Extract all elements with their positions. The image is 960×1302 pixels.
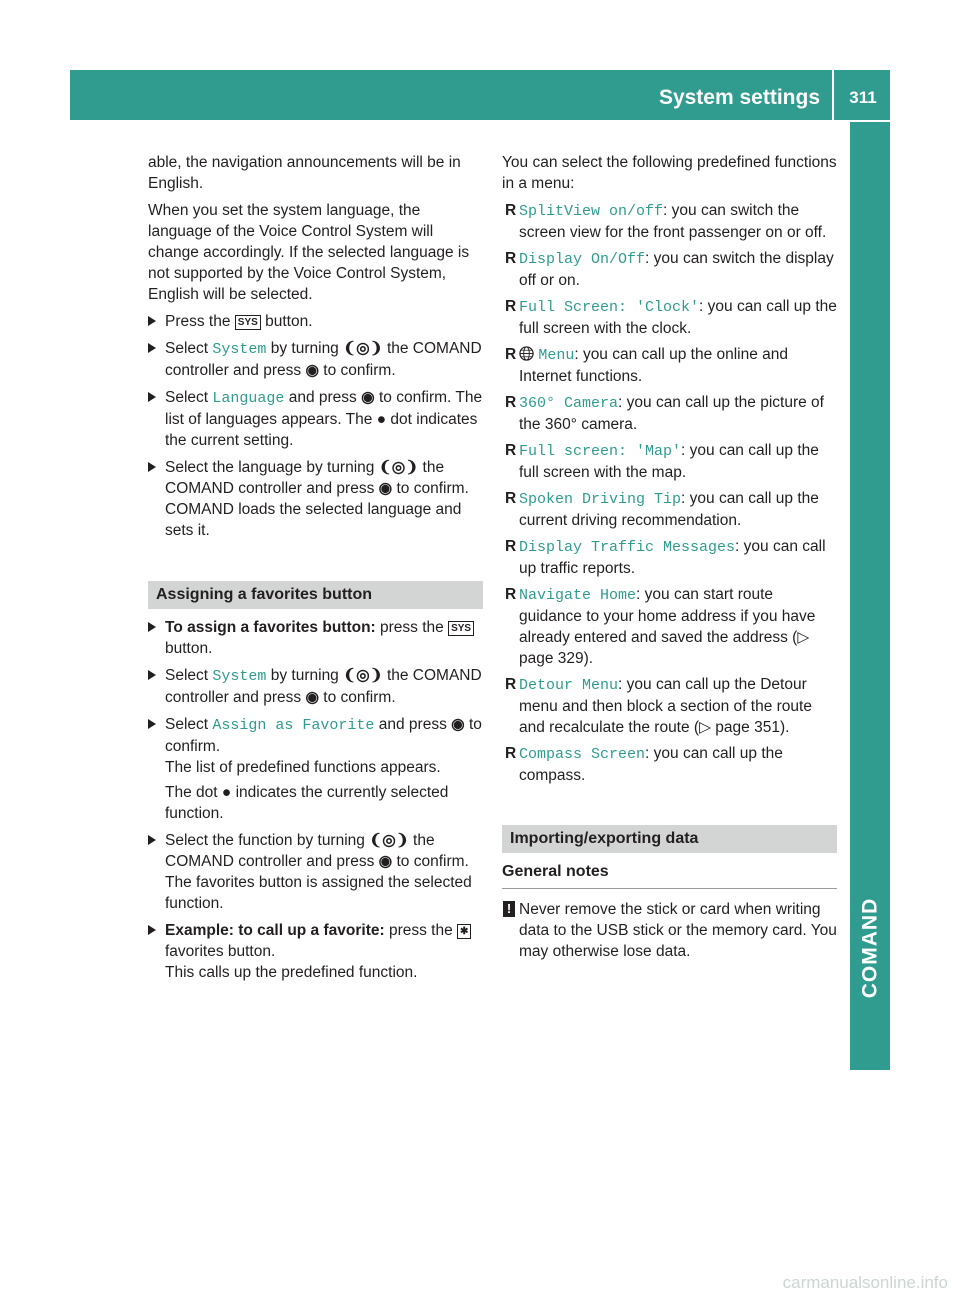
menu-item-code: System [212, 341, 267, 358]
rotate-controller-icon: ❨◎❩ [378, 459, 419, 476]
bullet-icon: R [505, 676, 517, 693]
menu-item-code: 360° Camera [519, 395, 619, 412]
list-item-text: : you can call up the online and Internet functions. [519, 346, 789, 385]
arrow-icon [148, 622, 156, 632]
sub-heading: General notes [502, 861, 837, 889]
right-column [502, 152, 837, 962]
menu-item-code: Menu [538, 347, 575, 364]
step: Example: to call up a favorite: press the ✱ favorites button. This calls up the predefined function. [148, 920, 483, 983]
list-item [502, 248, 837, 291]
menu-item-code: Compass Screen [519, 746, 646, 763]
menu-item-code: Spoken Driving Tip [519, 491, 682, 508]
rotate-controller-icon: ❨◎❩ [343, 667, 383, 684]
press-controller-icon: ◉ [305, 689, 319, 706]
step: Select the function by turning ❨◎❩ the COMAND controller and press ◉ to confirm. The favorites button is assigned the selected function. [148, 830, 483, 914]
menu-item-code: Full Screen: 'Clock' [519, 299, 700, 316]
bullet-icon: R [505, 586, 517, 603]
menu-item-code: Assign as Favorite [212, 717, 375, 734]
page-title: System settings [658, 86, 820, 109]
warning-icon: ! [503, 901, 515, 917]
bullet-icon: R [505, 298, 517, 315]
press-controller-icon: ◉ [378, 853, 393, 870]
arrow-icon [148, 719, 156, 729]
menu-item-code: Language [212, 390, 285, 407]
header-divider [832, 70, 834, 120]
step: Select System by turning ❨◎❩ the COMAND controller and press ◉ to confirm. [148, 338, 483, 381]
bullet-icon: R [505, 250, 517, 267]
list-item [502, 488, 837, 531]
list-item [502, 440, 837, 483]
page-number: 311 [849, 88, 877, 107]
list-item [502, 344, 837, 387]
arrow-icon [148, 835, 156, 845]
arrow-icon [148, 392, 156, 402]
list-item [502, 536, 837, 579]
menu-item-code: Display On/Off [519, 251, 646, 268]
list-item [502, 584, 837, 669]
paragraph: able, the navigation announcements will be in English. [148, 154, 461, 192]
list-item [502, 674, 837, 738]
list-item-text: : you can start route guidance to your home address if you have already entered and saved the address (▷ page 329). [519, 586, 816, 667]
paragraph: When you set the system language, the language of the Voice Control System will change accordingly. If the selected language is not supported by the Voice Control System, English will be selected. [148, 202, 470, 303]
left-column [148, 152, 483, 989]
menu-item-code: Detour Menu [519, 677, 619, 694]
rotate-controller-icon: ❨◎❩ [369, 832, 409, 849]
list-item-text: : you can switch the screen view for the front passenger on or off. [519, 202, 827, 241]
bullet-icon: R [505, 538, 517, 555]
function-list [502, 200, 837, 786]
list-item-text: : you can switch the display off or on. [519, 250, 834, 289]
press-controller-icon: ◉ [378, 480, 393, 497]
sys-key-icon: SYS [235, 315, 261, 330]
side-tab [850, 825, 890, 1070]
step: Select System by turning ❨◎❩ the COMAND controller and press ◉ to confirm. [148, 665, 483, 708]
step: To assign a favorites button: press the SYS button. [148, 617, 483, 659]
arrow-icon [148, 343, 156, 353]
menu-item-code: Navigate Home [519, 587, 637, 604]
press-controller-icon: ◉ [451, 716, 465, 733]
list-item [502, 743, 837, 786]
bullet-icon: R [505, 202, 517, 219]
bullet-icon: R [505, 394, 517, 411]
rotate-controller-icon: ❨◎❩ [343, 340, 383, 357]
menu-item-code: System [212, 668, 267, 685]
arrow-icon [148, 462, 156, 472]
favorite-key-icon: ✱ [457, 924, 471, 939]
globe-icon [519, 346, 534, 361]
paragraph: You can select the following predefined functions in a menu: [502, 154, 837, 192]
menu-item-code: Full screen: 'Map' [519, 443, 682, 460]
press-controller-icon: ◉ [361, 389, 375, 406]
bullet-icon: R [505, 346, 517, 363]
list-item [502, 392, 837, 435]
sys-key-icon: SYS [448, 621, 474, 636]
press-controller-icon: ◉ [305, 362, 319, 379]
list-item-text: : you can call up the full screen with the map. [519, 442, 819, 481]
step: Select Language and press ◉ to confirm. The list of languages appears. The ● dot indicates the current setting. [148, 387, 483, 451]
section-heading: Importing/exporting data [502, 825, 837, 853]
step: Press the SYS button. [148, 311, 483, 332]
step: Select Assign as Favorite and press ◉ to confirm. The list of predefined functions appears. The dot ● indicates the currently selected function. [148, 714, 483, 824]
bullet-icon: R [505, 442, 517, 459]
menu-item-code: Display Traffic Messages [519, 539, 736, 556]
list-item-text: : you can call up the compass. [519, 745, 783, 784]
side-tab-label: COMAND [858, 897, 882, 998]
list-item-text: : you can call up the current driving recommendation. [519, 490, 819, 529]
list-item-text: : you can call up the Detour menu and then block a section of the route and recalculate the route (▷ page 351). [519, 676, 812, 736]
warning-note: ! Never remove the stick or card when writing data to the USB stick or the memory card. You may otherwise lose data. [502, 899, 837, 962]
list-item [502, 296, 837, 339]
arrow-icon [148, 925, 156, 935]
watermark: carmanualsonline.info [782, 1273, 948, 1292]
arrow-icon [148, 670, 156, 680]
list-item-text: : you can call up traffic reports. [519, 538, 826, 577]
arrow-icon [148, 316, 156, 326]
section-heading: Assigning a favorites button [148, 581, 483, 609]
step: Select the language by turning ❨◎❩ the COMAND controller and press ◉ to confirm. COMAND loads the selected language and sets it. [148, 457, 483, 541]
list-item [502, 200, 837, 243]
bullet-icon: R [505, 490, 517, 507]
bullet-icon: R [505, 745, 517, 762]
list-item-text: : you can call up the picture of the 360° camera. [519, 394, 824, 433]
dot-icon: ● [221, 784, 232, 801]
menu-item-code: SplitView on/off [519, 203, 664, 220]
dot-icon: ● [376, 411, 387, 428]
list-item-text: : you can call up the full screen with the clock. [519, 298, 837, 337]
